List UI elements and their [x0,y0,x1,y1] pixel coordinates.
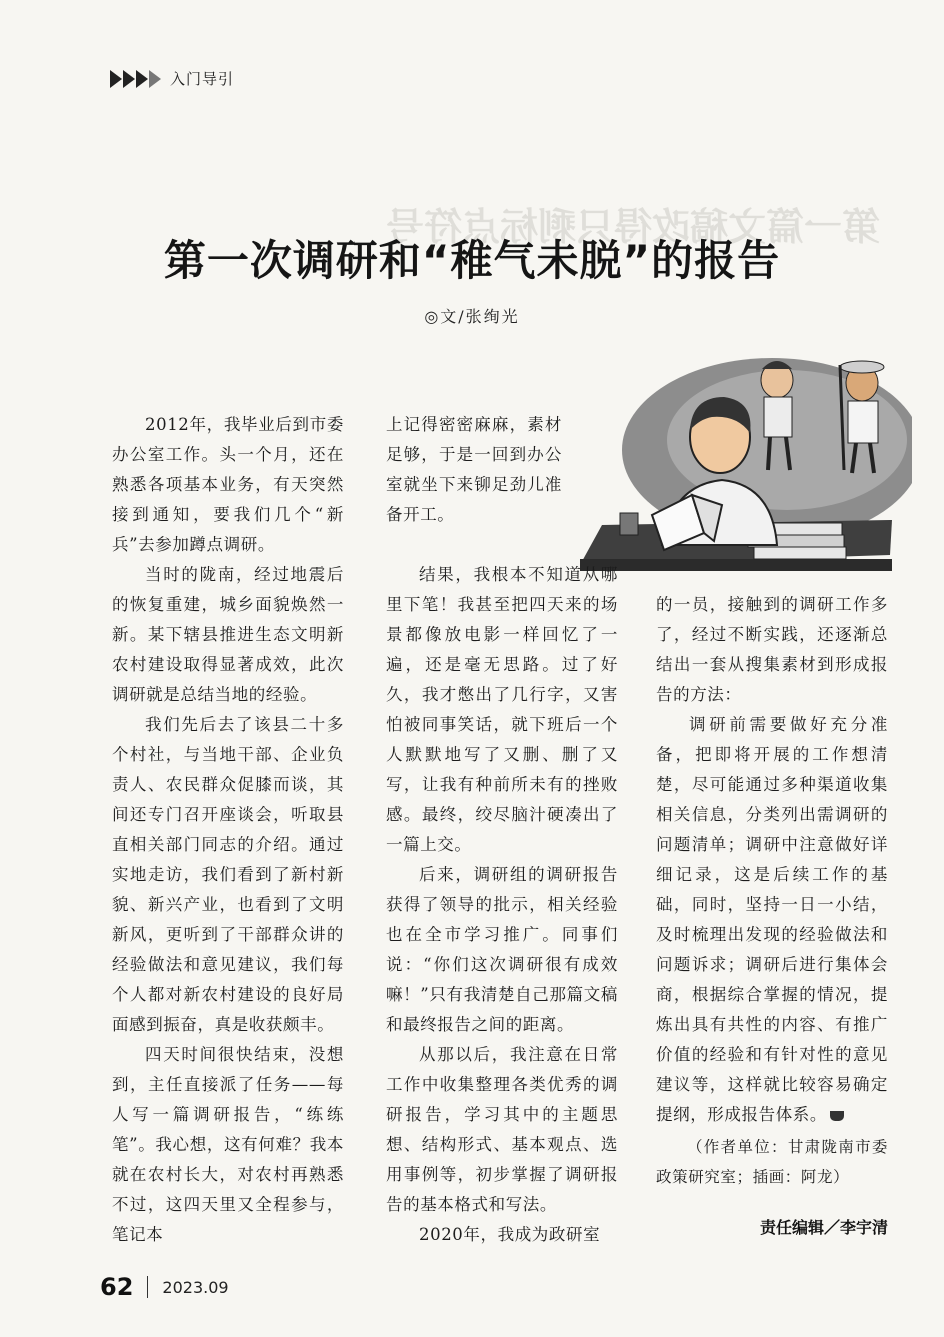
paragraph: 四天时间很快结束，没想到，主任直接派了任务——每人写一篇调研报告，“练练笔”。我心想，这有何难？我本就在农村长大，对农村再熟悉不过，这四天里又全程参与，笔记本 [112,1045,344,1244]
paragraph-continued: 上记得密密麻麻，素材足够，于是一回到办公室就坐下来铆足劲儿准备开工。 [386,415,562,524]
illustration [572,345,912,595]
paragraph-continued: 的一员，接触到的调研工作多了，经过不断实践，还逐渐总结出一套从搜集素材到形成报告的方法： [656,595,888,704]
page-footer [100,1273,229,1301]
section-label: 入门导引 [170,70,235,88]
article-title: 第一次调研和“稚气未脱”的报告 [163,236,781,285]
paragraph: 2012年，我毕业后到市委办公室工作。头一个月，还在熟悉各项基本业务，有天突然接到通知，要我们几个“新兵”去参加蹲点调研。 [112,415,344,554]
responsible-editor: 责任编辑／李宇清 [759,1218,888,1237]
paragraph: 我们先后去了该县二十多个村社，与当地干部、企业负责人、农民群众促膝而谈，其间还专门召开座谈会，听取县直相关部门同志的介绍。通过实地走访，我们看到了新村新貌、新兴产业，也看到了文明新风，更听到了干部群众讲的经验做法和意见建议，我们每个人都对新农村建设的良好局面感到振奋，真是收获颇丰。 [112,715,344,1034]
section-header [110,68,234,89]
byline: ◎文/张绚光 [424,307,520,326]
column-3 [656,590,888,1192]
chevrons-icon [110,70,162,88]
paragraph: 2020年，我成为政研室 [419,1225,601,1244]
paragraph: 从那以后，我注意在日常工作中收集整理各类优秀的调研报告，学习其中的主题思想、结构形式、基本观点、选用事例等，初步掌握了调研报告的基本格式和写法。 [386,1045,618,1214]
bleed-through-title: 第一篇文稿改得只剩标点符号 [385,205,880,249]
paragraph: 后来，调研组的调研报告获得了领导的批示，相关经验也在全市学习推广。同事们说：“你们这次调研很有成效嘛！”只有我清楚自己那篇文稿和最终报告之间的距离。 [386,865,618,1034]
column-1 [112,410,344,1250]
paragraph: 结果，我根本不知道从哪里下笔！我甚至把四天来的场景都像放电影一样回忆了一遍，还是毫无思路。过了好久，我才憋出了几行字，又害怕被同事笑话，就下班后一个人默默地写了又删、删了又写，让我有种前所未有的挫败感。最终，绞尽脑汁硬凑出了一篇上交。 [386,565,618,854]
author-credit: （作者单位：甘肃陇南市委政策研究室；插画：阿龙） [656,1138,888,1186]
paragraph-text: 调研前需要做好充分准备，把即将开展的工作想清楚，尽可能通过多种渠道收集相关信息，分类列出需调研的问题清单；调研中注意做好详细记录，这是后续工作的基础，同时，坚持一日一小结，及时梳理出发现的经验做法和问题诉求；调研后进行集体会商，根据综合掌握的情况，提炼出具有共性的内容、有推广价值的经验和有针对性的意见建议等，这样就比较容易确定提纲，形成报告体系。 [656,715,888,1124]
issue-date: 2023.09 [162,1277,229,1297]
paragraph [656,710,888,1130]
end-mark-icon [830,1111,844,1121]
divider [147,1276,148,1298]
column-2-top [386,410,562,530]
column-2 [386,560,618,1250]
paragraph: 当时的陇南，经过地震后的恢复重建，城乡面貌焕然一新。某下辖县推进生态文明新农村建设取得显著成效，此次调研就是总结当地的经验。 [112,565,344,704]
page-number: 62 [100,1273,134,1301]
